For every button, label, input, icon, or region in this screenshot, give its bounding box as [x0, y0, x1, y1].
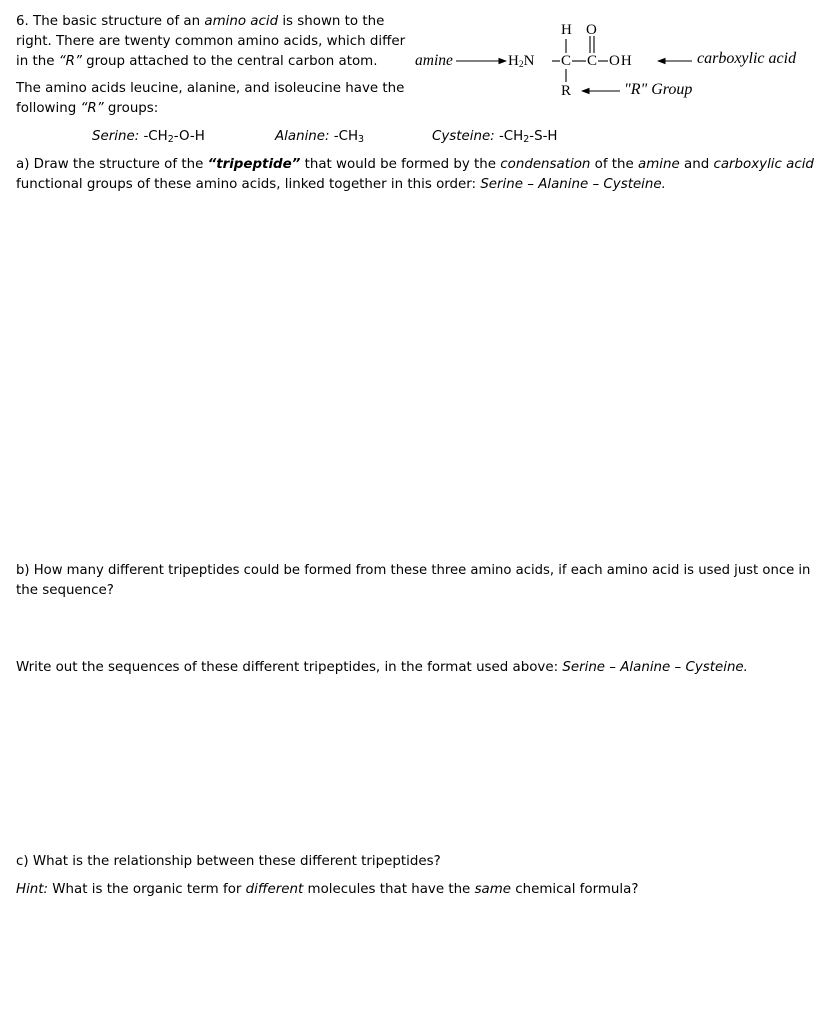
part-b-line-1: b) How many different tripeptides could be formed from these three amino acids, if each amino acid is used just once in — [16, 563, 811, 578]
question-intro-line-2: right. There are twenty common amino acids, which differ — [16, 34, 406, 49]
part-a-line-2: functional groups of these amino acids, linked together in this order: Serine – Alanine – Cysteine. — [16, 177, 666, 192]
atom-c1: C — [561, 53, 572, 69]
r-group-alanine: Alanine: $-CH_3$ — [275, 129, 365, 145]
atom-r: R — [561, 83, 572, 99]
part-c-line-2: Hint: What is the organic term for different molecules that have the same chemical formula? — [16, 882, 639, 897]
amino-acid-structure-diagram — [410, 14, 815, 106]
r-group-cysteine: Cysteine: $-CH_2-S-H$ — [432, 129, 558, 145]
question-number: 6. — [16, 14, 29, 29]
hint-label: Hint: — [16, 882, 49, 897]
atom-oh: OH — [609, 53, 633, 69]
part-b-line-2: the sequence? — [16, 583, 114, 598]
r-group-serine: Serine: $-CH_2-O-H$ — [92, 129, 205, 145]
question-intro-line-1: 6. The basic structure of an amino acid is shown to the — [16, 14, 385, 29]
groups-intro-line-2: following “R” groups: — [16, 101, 159, 116]
question-intro-line-3: in the “R” group attached to the central carbon atom. — [16, 54, 378, 69]
part-a-line-1: a) Draw the structure of the “tripeptide” that would be formed by the condensation of the amine and carboxylic acid — [16, 157, 814, 172]
term-amino-acid: amino acid — [204, 14, 279, 29]
atom-c2: C — [587, 53, 598, 69]
amine-label: amine — [415, 52, 453, 69]
atom-h2n: $H_2N$ — [508, 53, 535, 70]
carboxylic-acid-label: carboxylic acid — [697, 50, 797, 67]
atom-o-top: O — [586, 22, 597, 38]
part-b-line-3: Write out the sequences of these different tripeptides, in the format used above: Serine – Alanine – Cysteine. — [16, 660, 748, 675]
atom-h-top: H — [561, 22, 572, 38]
groups-intro-line-1: The amino acids leucine, alanine, and isoleucine have the — [16, 81, 405, 96]
r-group-label: "R" Group — [624, 81, 693, 98]
part-c-line-1: c) What is the relationship between these different tripeptides? — [16, 854, 441, 869]
